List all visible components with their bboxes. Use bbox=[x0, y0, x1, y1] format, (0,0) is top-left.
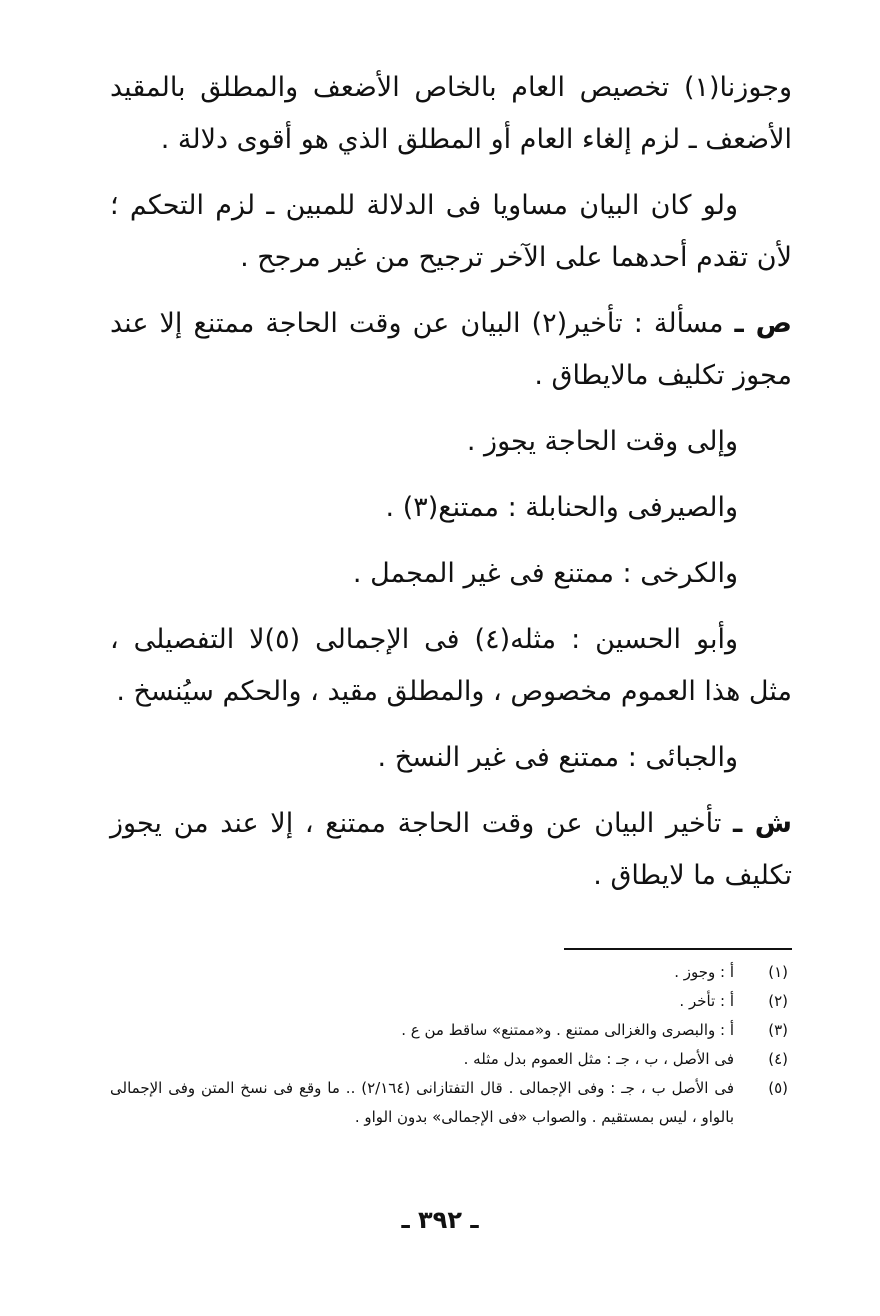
footnote-item bbox=[110, 1045, 788, 1074]
footnote-separator bbox=[564, 948, 792, 950]
footnote-text: أ : وجوز . bbox=[674, 963, 734, 981]
footnote-item bbox=[110, 958, 788, 987]
paragraph-1 bbox=[110, 62, 792, 166]
footnote-number: (٢) bbox=[768, 992, 788, 1010]
footnote-text: أ : تأخر . bbox=[679, 992, 734, 1010]
paragraph-3 bbox=[110, 298, 792, 402]
footnote-item bbox=[110, 1074, 788, 1132]
paragraph-lead: ص ـ bbox=[734, 308, 792, 339]
footnote-number: (٥) bbox=[768, 1079, 788, 1097]
paragraph-5 bbox=[110, 482, 792, 534]
paragraph-text: والكرخى : ممتنع فى غير المجمل . bbox=[352, 558, 738, 589]
footnote-text: فى الأصل ، ب ، جـ : مثل العموم بدل مثله . bbox=[463, 1050, 734, 1068]
paragraph-text: مسألة : تأخير(٢) البيان عن وقت الحاجة ممتنع إلا عند مجوز تكليف مالايطاق . bbox=[110, 308, 792, 391]
main-text bbox=[110, 62, 792, 916]
paragraph-text: ولو كان البيان مساويا فى الدلالة للمبين ـ لزم التحكم ؛ لأن تقدم أحدهما على الآخر ترجيح من غير مرجح . bbox=[110, 190, 792, 273]
paragraph-text: وإلى وقت الحاجة يجوز . bbox=[466, 426, 738, 457]
paragraph-4 bbox=[110, 416, 792, 468]
paragraph-text: وجوزنا(١) تخصيص العام بالخاص الأضعف والمطلق بالمقيد الأضعف ـ لزم إلغاء العام أو المطلق الذي هو أقوى دلالة . bbox=[110, 72, 792, 155]
footnote-number: (٤) bbox=[768, 1050, 788, 1068]
footnotes-list bbox=[110, 958, 788, 1132]
footnote-item bbox=[110, 1016, 788, 1045]
paragraph-text: والصيرفى والحنابلة : ممتنع(٣) . bbox=[385, 492, 738, 523]
footnote-text: فى الأصل ب ، جـ : وفى الإجمالى . قال التفتازانى (٢/١٦٤) .. ما وقع فى نسخ المتن وفى الإجمالى بالواو ، ليس بمستقيم . والصواب «فى الإجمالى» بدون الواو . bbox=[110, 1079, 734, 1126]
footnote-number: (١) bbox=[768, 963, 788, 981]
paragraph-9 bbox=[110, 798, 792, 902]
paragraph-text: وأبو الحسين : مثله(٤) فى الإجمالى (٥)لا التفصيلى ، مثل هذا العموم مخصوص ، والمطلق مقيد ، والحكم سيُنسخ . bbox=[110, 624, 792, 707]
paragraph-2 bbox=[110, 180, 792, 284]
footnote-number: (٣) bbox=[768, 1021, 788, 1039]
paragraph-text: تأخير البيان عن وقت الحاجة ممتنع ، إلا عند من يجوز تكليف ما لايطاق . bbox=[110, 808, 792, 891]
paragraph-7 bbox=[110, 614, 792, 718]
paragraph-lead: ش ـ bbox=[733, 808, 792, 839]
paragraph-6 bbox=[110, 548, 792, 600]
paragraph-8 bbox=[110, 732, 792, 784]
footnote-item bbox=[110, 987, 788, 1016]
footnote-text: أ : والبصرى والغزالى ممتنع . و«ممتنع» ساقط من ع . bbox=[401, 1021, 734, 1039]
paragraph-text: والجبائى : ممتنع فى غير النسخ . bbox=[377, 742, 738, 773]
page-number: ـ ٣٩٢ ـ bbox=[401, 1206, 479, 1234]
